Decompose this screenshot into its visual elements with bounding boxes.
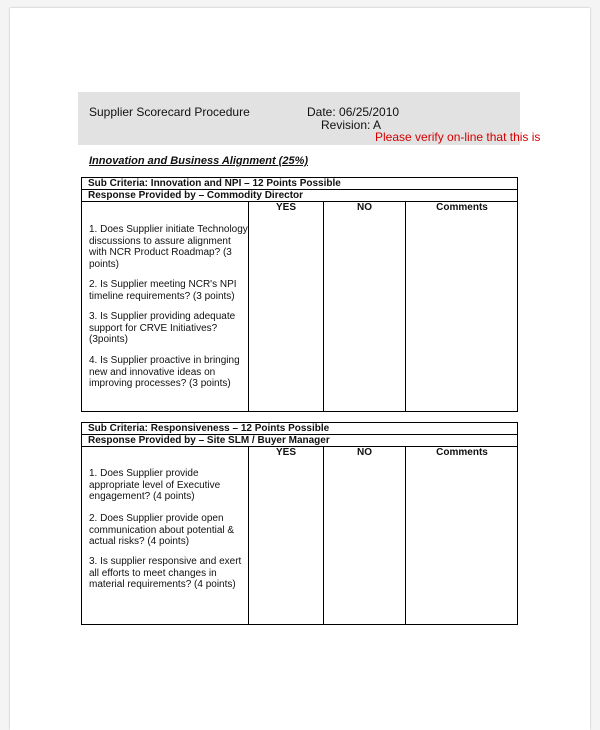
question-item: 4. Is Supplier proactive in bringing new and innovative ideas on improving processes? (3 points)	[89, 355, 240, 389]
table-col-divider	[405, 446, 406, 625]
comments-column-header: Comments	[436, 447, 488, 458]
yes-column-header: YES	[275, 447, 296, 458]
sub-criteria-label: Sub Criteria: Innovation and NPI – 12 Points Possible	[88, 178, 341, 189]
verify-online-notice: Please verify on-line that this is	[375, 130, 541, 144]
yes-column-header: YES	[275, 202, 296, 213]
question-item: 3. Is supplier responsive and exert all efforts to meet changes in material requirements? (4 points)	[89, 556, 242, 590]
response-provider-label: Response Provided by – Site SLM / Buyer Manager	[88, 435, 330, 446]
question-item: 2. Does Supplier provide open communication about potential & actual risks? (4 points)	[89, 513, 235, 547]
table-col-divider	[323, 446, 324, 625]
response-provider-label: Response Provided by – Commodity Director	[88, 190, 304, 201]
question-item: 3. Is Supplier providing adequate support for CRVE Initiatives? (3points)	[89, 311, 236, 345]
table-col-divider	[405, 201, 406, 412]
question-item: 1. Does Supplier initiate Technology discussions to assure alignment with NCR Product Roadmap? (3 points)	[89, 224, 248, 270]
no-column-header: NO	[357, 447, 372, 458]
question-item: 1. Does Supplier provide appropriate level of Executive engagement? (4 points)	[89, 468, 221, 502]
document-date: Date: 06/25/2010	[307, 105, 400, 119]
table-col-divider	[323, 201, 324, 412]
question-item: 2. Is Supplier meeting NCR's NPI timeline requirements? (3 points)	[89, 279, 237, 302]
document-title: Supplier Scorecard Procedure	[89, 105, 250, 119]
document-revision: Revision: A	[321, 118, 382, 132]
sub-criteria-label: Sub Criteria: Responsiveness – 12 Points Possible	[88, 423, 330, 434]
no-column-header: NO	[357, 202, 372, 213]
section-title: Innovation and Business Alignment (25%)	[89, 155, 309, 167]
comments-column-header: Comments	[436, 202, 488, 213]
